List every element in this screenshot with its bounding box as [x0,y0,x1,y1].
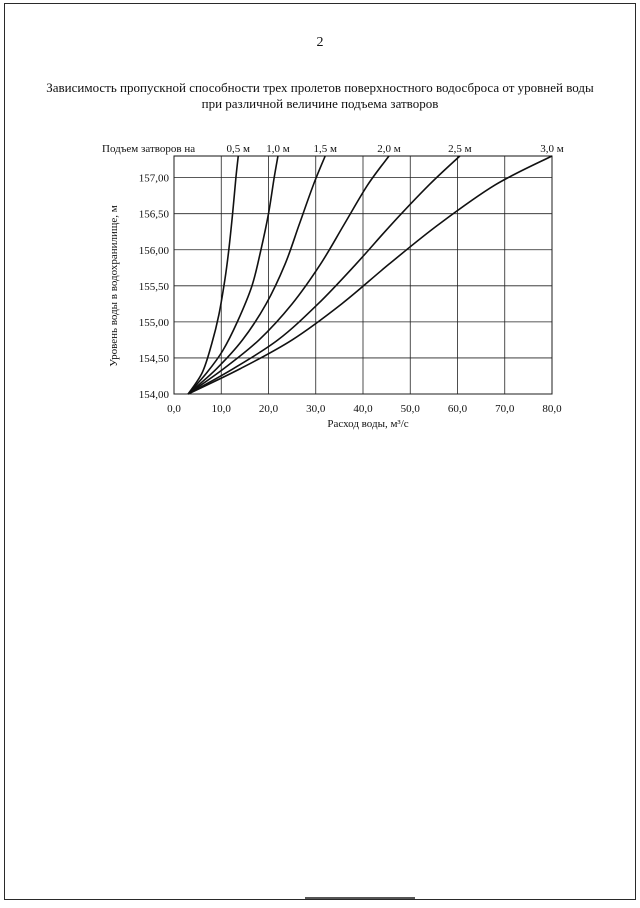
series-label-5: 2,5 м [448,143,472,155]
y-axis-label: Уровень воды в водохранилище, м [108,205,120,367]
x-tick-label: 40,0 [353,403,373,415]
x-axis-label: Расход воды, м³/с [327,418,409,430]
x-tick-label: 30,0 [306,403,326,415]
y-tick-label: 155,00 [138,316,169,329]
page-bottom-mark [305,897,415,899]
series-label-3: 1,5 м [313,143,337,155]
x-tick-label: 20,0 [258,403,279,415]
y-tick-label: 156,50 [138,208,169,221]
series-label-1: 0,5 м [226,143,250,155]
legend-title: Подъем затворов на [102,143,196,155]
chart-title-line-2: при различной величине подъема затворов [201,96,439,111]
series-label-2: 1,0 м [266,143,290,155]
chart-title-line-1: Зависимость пропускной способности трех пролетов поверхностного водосброса от уровней воды [46,80,594,95]
discharge-chart [5,4,637,901]
y-tick-label: 155,50 [138,280,169,293]
x-tick-label: 0,0 [167,403,181,415]
x-tick-label: 70,0 [495,403,515,415]
series-label-4: 2,0 м [377,143,401,155]
x-tick-label: 60,0 [447,403,468,415]
y-tick-label: 157,00 [138,172,169,185]
x-tick-label: 50,0 [400,403,420,415]
y-tick-label: 154,50 [138,352,169,365]
y-tick-label: 154,00 [138,389,169,401]
document-page [4,3,636,900]
x-tick-label: 80,0 [542,403,562,415]
series-label-6: 3,0 м [540,143,564,155]
y-tick-label: 156,00 [138,244,169,257]
legend-layer [227,143,564,155]
x-tick-label: 10,0 [211,403,231,415]
page-number: 2 [316,35,324,50]
